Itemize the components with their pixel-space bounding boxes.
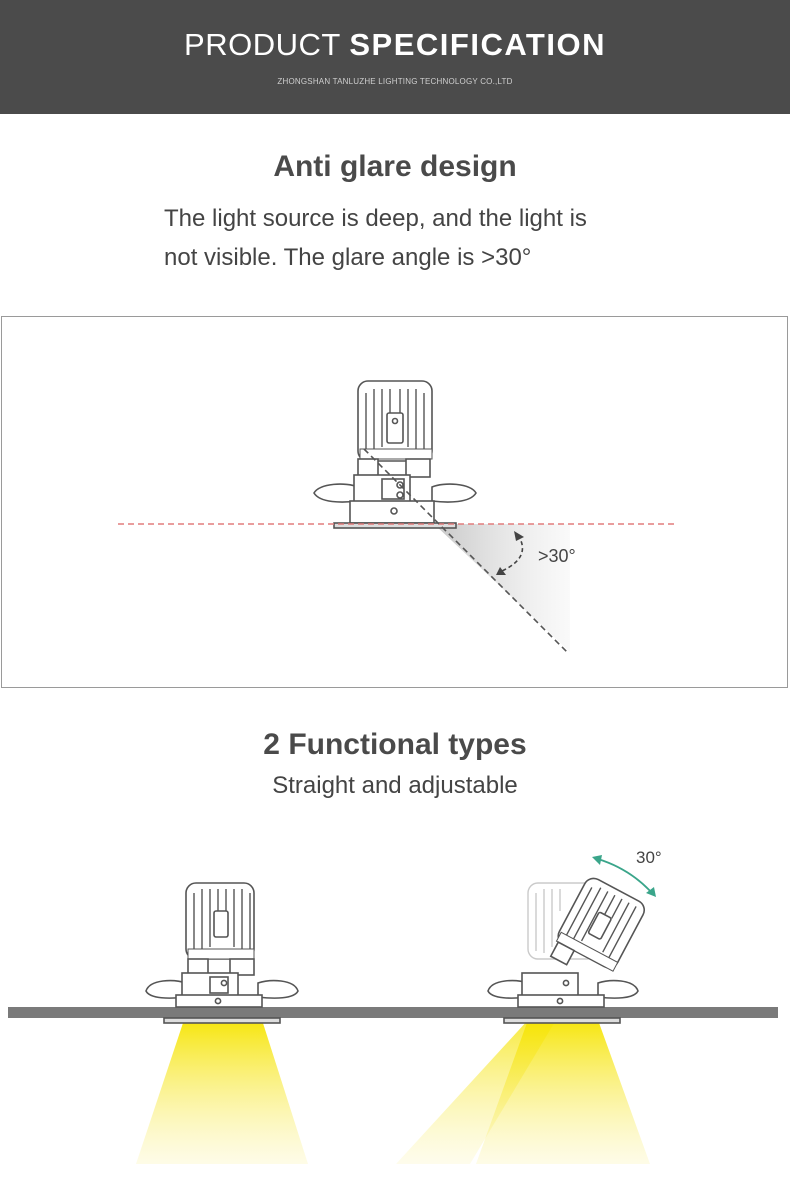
anti-glare-line-2: not visible. The glare angle is >30° bbox=[164, 244, 532, 271]
header-banner bbox=[0, 0, 790, 114]
beam-adjustable bbox=[476, 1020, 650, 1164]
functional-heading: 2 Functional types bbox=[263, 728, 527, 761]
anti-glare-diagram bbox=[2, 317, 787, 687]
ceiling-bar bbox=[8, 1007, 778, 1018]
fixture-straight bbox=[146, 883, 298, 1023]
glare-angle-label: >30° bbox=[538, 546, 576, 566]
anti-glare-line-1: The light source is deep, and the light is bbox=[164, 205, 587, 232]
tilt-angle-label: 30° bbox=[636, 848, 662, 867]
page-title bbox=[0, 27, 790, 63]
anti-glare-diagram-panel bbox=[1, 316, 788, 688]
functional-subheading: Straight and adjustable bbox=[272, 772, 518, 799]
beam-straight bbox=[136, 1020, 308, 1164]
title-light: PRODUCT bbox=[184, 27, 341, 62]
functional-types-diagram bbox=[0, 827, 790, 1187]
downlight-fixture bbox=[314, 381, 476, 528]
company-name: ZHONGSHAN TANLUZHE LIGHTING TECHNOLOGY CO.,LTD bbox=[277, 77, 513, 86]
anti-glare-heading: Anti glare design bbox=[273, 150, 517, 183]
title-bold: SPECIFICATION bbox=[349, 27, 606, 62]
